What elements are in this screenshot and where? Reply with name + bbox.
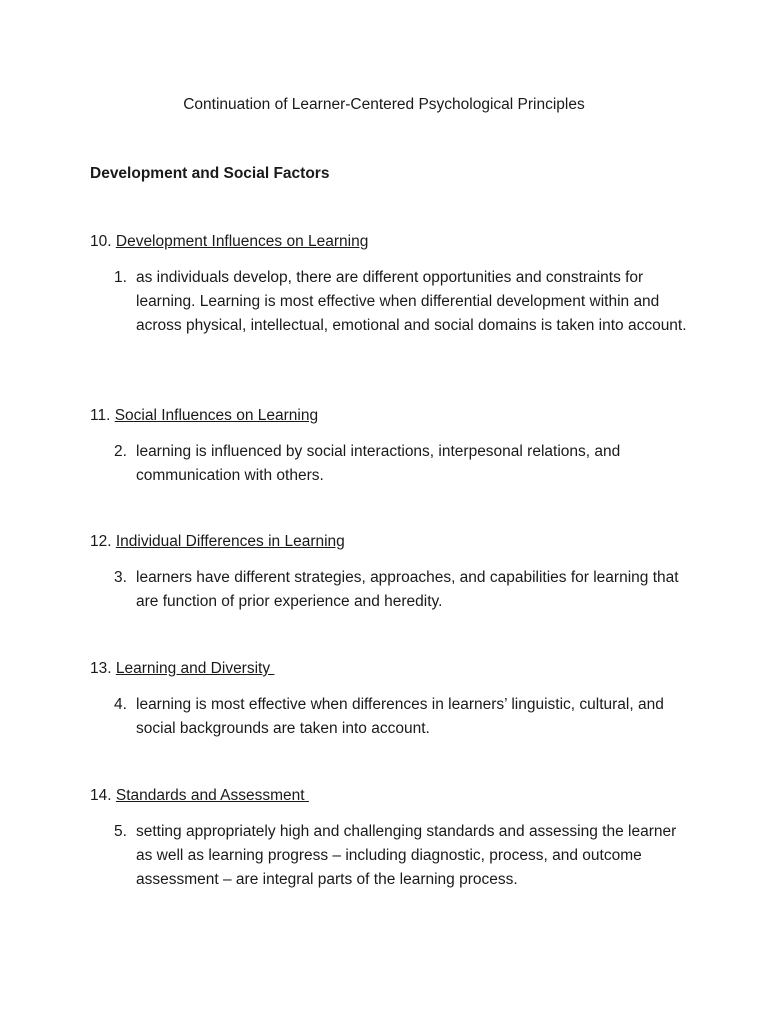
principle-14 xyxy=(90,786,690,892)
principle-heading xyxy=(90,786,690,806)
list-item-text: learners have different strategies, approaches, and capabilities for learning that are function of prior experience and heredity. xyxy=(136,569,679,610)
principle-13 xyxy=(90,659,690,741)
principle-number: 11. xyxy=(90,407,111,424)
list-item-number: 3. xyxy=(114,569,127,586)
principle-title: Development Influences on Learning xyxy=(115,233,369,250)
principle-number: 12. xyxy=(90,533,112,550)
principle-10 xyxy=(90,232,690,338)
list-item xyxy=(90,693,690,741)
list-item xyxy=(90,820,690,892)
list-item-text: learning is influenced by social interactions, interpesonal relations, and communication with others. xyxy=(136,443,621,484)
principle-number: 10. xyxy=(90,233,112,250)
principle-heading xyxy=(90,232,690,252)
list-item-number: 2. xyxy=(114,443,127,460)
principle-title: Standards and Assessment xyxy=(115,787,309,804)
list-item-number: 4. xyxy=(114,696,127,713)
principle-12 xyxy=(90,532,690,614)
principle-title: Individual Differences in Learning xyxy=(115,533,345,550)
list-item-text: setting appropriately high and challenging standards and assessing the learner as well as learning progress – including diagnostic, process, and outcome assessment – are integral parts of the learning process. xyxy=(136,823,677,888)
principle-11 xyxy=(90,406,690,488)
list-item-text: as individuals develop, there are different opportunities and constraints for learning. Learning is most effective when differential development within and across physical, intellectual, emotional and social domains is taken into account. xyxy=(136,269,687,334)
principle-heading xyxy=(90,659,690,679)
list-item xyxy=(90,566,690,614)
list-item-number: 1. xyxy=(114,269,127,286)
principle-heading xyxy=(90,406,690,426)
principle-title: Social Influences on Learning xyxy=(114,407,319,424)
document-title: Continuation of Learner-Centered Psychological Principles xyxy=(183,96,585,113)
list-item-text: learning is most effective when differences in learners’ linguistic, cultural, and social backgrounds are taken into account. xyxy=(136,696,664,737)
principle-number: 14. xyxy=(90,787,112,804)
list-item xyxy=(90,266,690,338)
principle-title: Learning and Diversity xyxy=(115,660,275,677)
principle-number: 13. xyxy=(90,660,112,677)
list-item xyxy=(90,440,690,488)
section-heading: Development and Social Factors xyxy=(90,165,330,182)
principle-heading xyxy=(90,532,690,552)
list-item-number: 5. xyxy=(114,823,127,840)
